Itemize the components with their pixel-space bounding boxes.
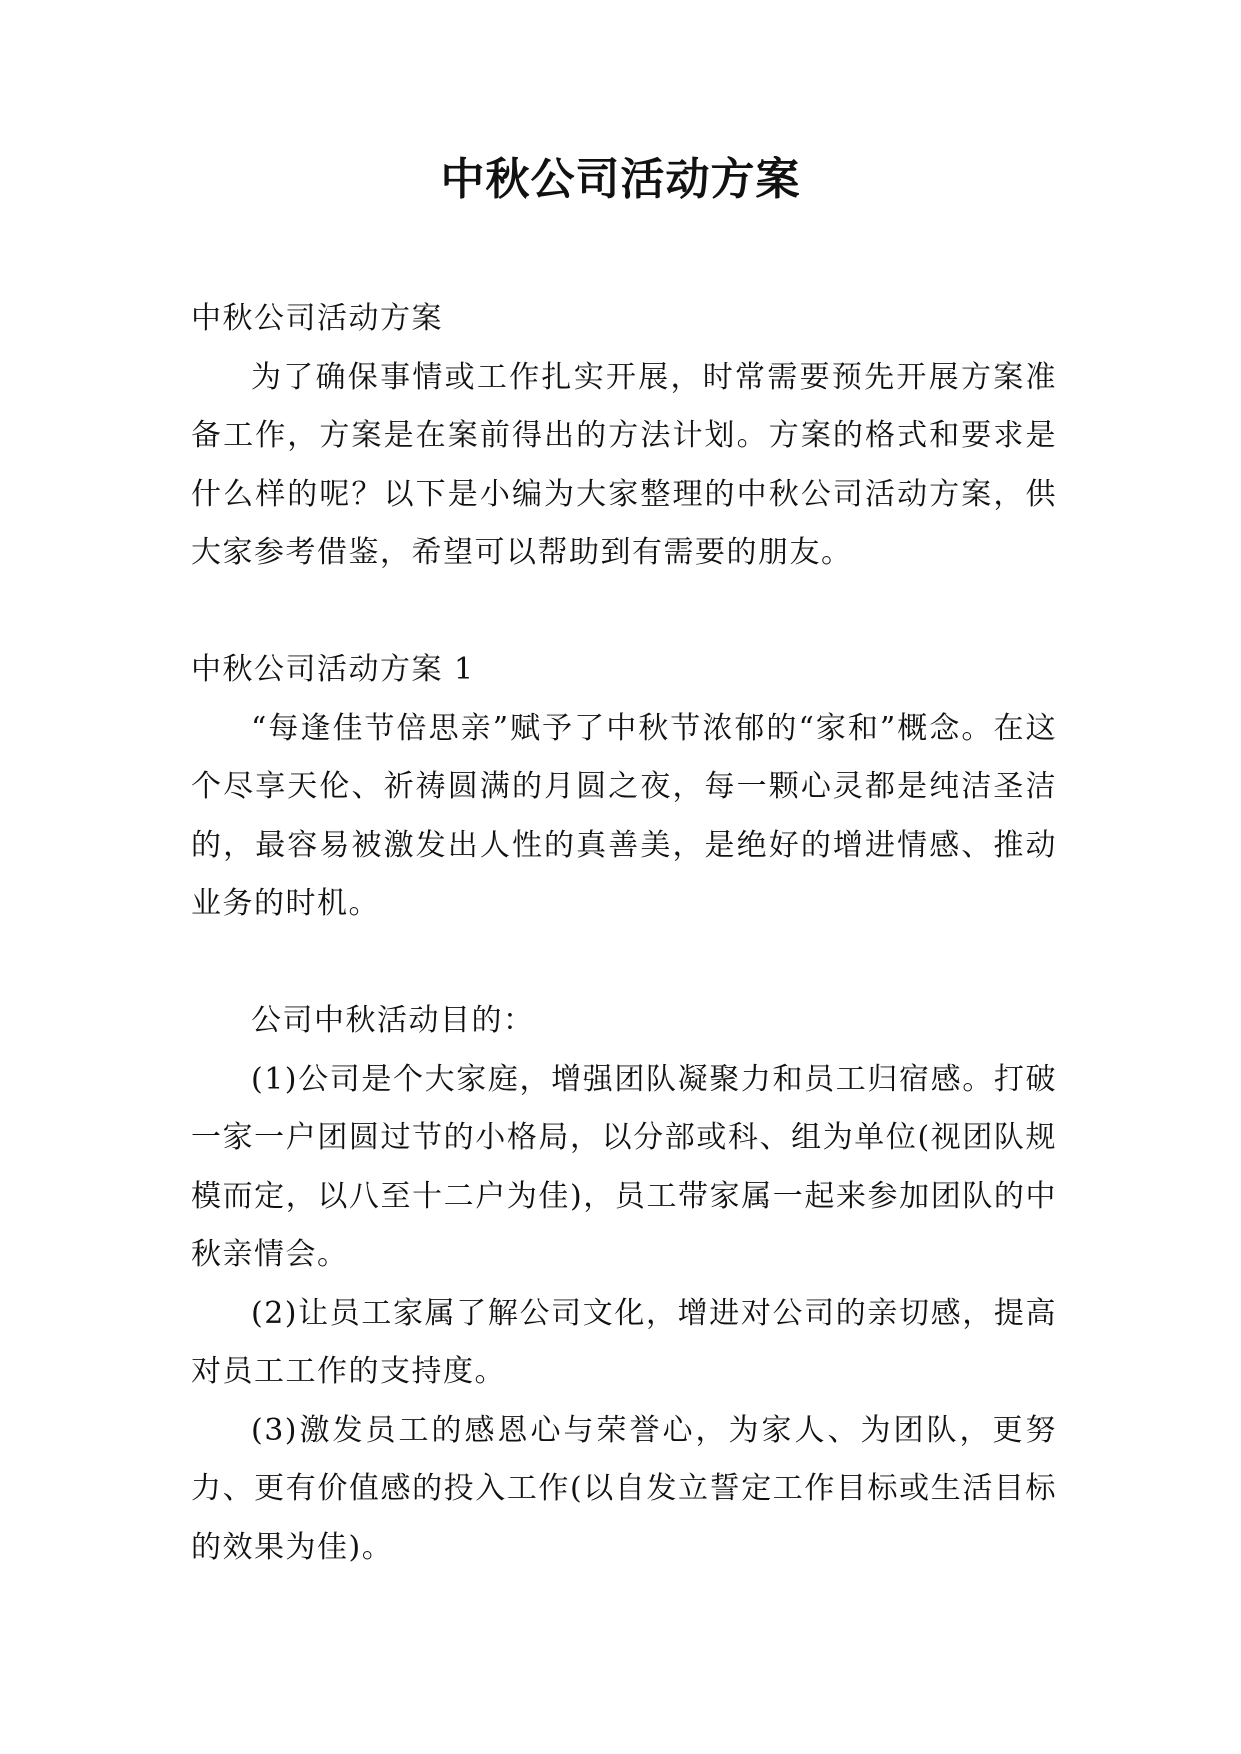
document-title: 中秋公司活动方案 bbox=[440, 154, 801, 205]
purpose-item-3: (3)激发员工的感恩心与荣誉心，为家人、为团队，更努力、更有价值感的投入工作(以自发立誓定工作目标或生活目标的效果为佳)。 bbox=[191, 1412, 1057, 1565]
purpose-item-1: (1)公司是个大家庭，增强团队凝聚力和员工归宿感。打破一家一户团圆过节的小格局，以分部或科、组为单位(视团队规模而定，以八至十二户为佳)，员工带家属一起来参加团队的中秋亲情会。 bbox=[191, 1061, 1057, 1272]
section-paragraph: “每逢佳节倍思亲”赋予了中秋节浓郁的“家和”概念。在这个尽享天伦、祈祷圆满的月圆之夜，每一颗心灵都是纯洁圣洁的，最容易被激发出人性的真善美，是绝好的增进情感、推动业务的时机。 bbox=[191, 710, 1057, 921]
purpose-heading: 公司中秋活动目的： bbox=[251, 1003, 535, 1038]
document-body bbox=[191, 290, 1057, 1577]
spacer bbox=[191, 583, 1057, 642]
subtitle-line: 中秋公司活动方案 bbox=[191, 301, 443, 336]
intro-paragraph: 为了确保事情或工作扎实开展，时常需要预先开展方案准备工作，方案是在案前得出的方法计划。方案的格式和要求是什么样的呢？以下是小编为大家整理的中秋公司活动方案，供大家参考借鉴，希望可以帮助到有需要的朋友。 bbox=[191, 359, 1057, 570]
purpose-item-2: (2)让员工家属了解公司文化，增进对公司的亲切感，提高对员工工作的支持度。 bbox=[191, 1295, 1057, 1389]
section-heading: 中秋公司活动方案 1 bbox=[191, 652, 475, 687]
spacer bbox=[191, 934, 1057, 993]
